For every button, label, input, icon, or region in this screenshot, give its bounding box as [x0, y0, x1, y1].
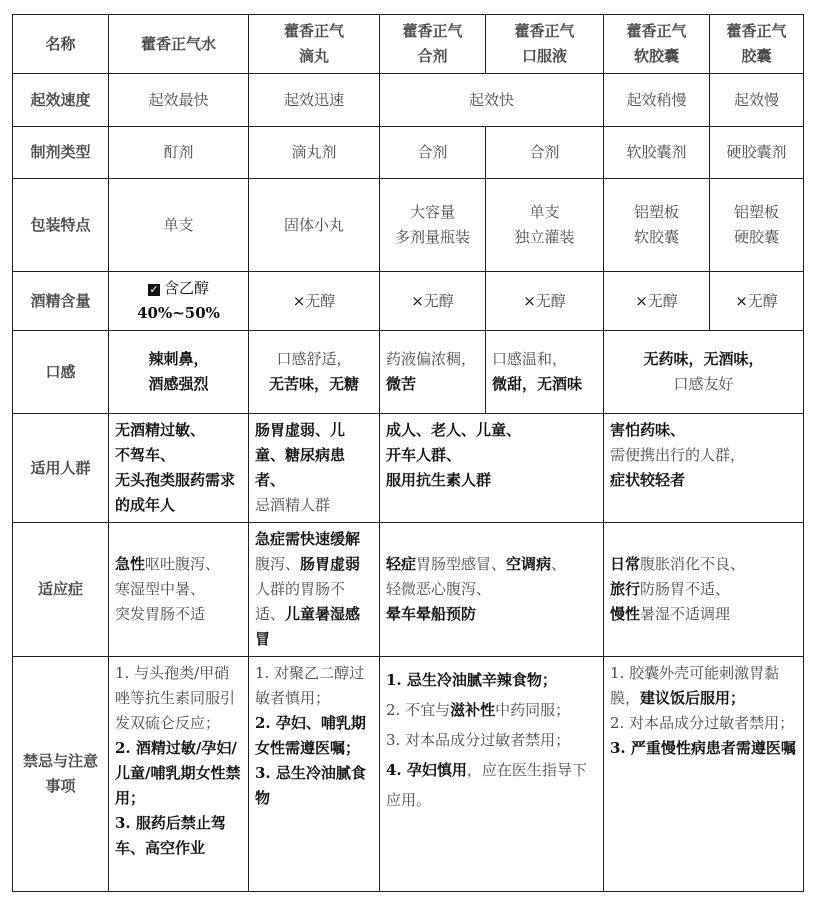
cell [109, 331, 249, 414]
cell-text: 无醇 [747, 291, 778, 310]
cell [109, 414, 249, 523]
cell-line: 3. 服药后禁止驾车、高空作业 [115, 814, 226, 857]
cell-text: 无醇 [423, 291, 454, 310]
header-line: 藿香正气 [726, 22, 787, 40]
cell-line: 多剂量瓶装 [394, 228, 470, 246]
cell: 单支 [109, 179, 249, 272]
cell-text-bold: 急症需快速缓解 [255, 530, 361, 548]
header-name: 名称 [13, 15, 109, 74]
cell: 硬胶囊剂 [710, 127, 804, 179]
cell-text-bold: 儿童暑湿感冒 [255, 605, 361, 648]
cell-line: 1. 与头孢类/甲硝唑等抗生素同服引发双硫仑反应； [115, 664, 236, 732]
cell [109, 272, 249, 331]
row-indications [13, 523, 804, 657]
row-label: 起效速度 [13, 74, 109, 127]
cell-text: 无醇 [647, 291, 678, 310]
header-line: 藿香正气 [402, 22, 463, 40]
cell-text-bold: 肠胃虚弱 [300, 555, 361, 573]
header-row [13, 15, 804, 74]
cell [710, 179, 804, 272]
cross-icon: × [635, 291, 648, 310]
header-line: 软胶囊 [633, 47, 679, 65]
cell-text: 无醇 [535, 291, 566, 310]
header-line: 藿香正气 [514, 22, 575, 40]
cell [249, 331, 380, 414]
row-cautions [13, 657, 804, 892]
cell-text-bold: 急性 [115, 555, 146, 573]
cell [380, 331, 486, 414]
cell-line [386, 695, 597, 725]
cell-line: 2. 酒精过敏/孕妇/儿童/哺乳期女性禁用； [115, 739, 241, 807]
cell-text-bold: 微苦 [386, 375, 417, 393]
cell-line: 3. 忌生冷油腻食物 [255, 764, 366, 807]
cell-line [386, 552, 597, 577]
cell [380, 179, 486, 272]
cell-merged [604, 414, 804, 523]
cross-icon: × [292, 291, 306, 310]
cell-line [610, 661, 797, 711]
row-label: 酒精含量 [13, 272, 109, 331]
row-alcohol [13, 272, 804, 331]
cell [604, 179, 710, 272]
cell-merged [604, 523, 804, 657]
cell-line: 铝塑板 [733, 203, 779, 221]
cell-text: 2. 不宜与 [386, 701, 451, 719]
cell-text: 、 [551, 555, 567, 573]
header-line: 口服液 [521, 47, 567, 65]
cell-text-bold: 旅行 [610, 580, 641, 598]
header-line: 滴丸 [298, 47, 329, 65]
cell [380, 272, 486, 331]
cell-merged: 起效快 [380, 74, 604, 127]
row-label: 禁忌与注意事项 [13, 657, 109, 892]
cell-text: 腹泻、 [255, 555, 301, 573]
row-label: 包装特点 [13, 179, 109, 272]
cell-line: 害怕药味、 [610, 421, 686, 439]
cell-text-bold: 滋补性 [450, 701, 496, 719]
header-huoxiang-pills [249, 15, 380, 74]
cell-line [610, 552, 797, 577]
cell-merged [604, 331, 804, 414]
cell [249, 272, 380, 331]
cell-line: 服用抗生素人群 [386, 471, 492, 489]
header-huoxiang-water [109, 15, 249, 74]
header-huoxiang-mixture [380, 15, 486, 74]
cell-text: 腹胀消化不良、 [640, 555, 746, 573]
row-label: 制剂类型 [13, 127, 109, 179]
cross-icon: × [411, 291, 424, 310]
header-huoxiang-softgel [604, 15, 710, 74]
cell-line: 3. 严重慢性病患者需遵医嘱 [610, 739, 796, 757]
row-label: 适用人群 [13, 414, 109, 523]
header-line: 合剂 [417, 47, 448, 65]
cell-text-bold: 轻症 [386, 555, 417, 573]
cell-line: 铝塑板 [633, 203, 679, 221]
cell-line: 开车人群、 [386, 446, 462, 464]
cell: 起效稍慢 [604, 74, 710, 127]
cell-line: 硬胶囊 [733, 228, 779, 246]
cell [710, 272, 804, 331]
cell-text: 人群的胃肠不适、 [255, 580, 346, 623]
cell-line: 寒湿型中暑、 [115, 580, 206, 598]
row-label: 适应症 [13, 523, 109, 657]
cell-line: 无酒精过敏、 [115, 421, 206, 439]
cell [249, 414, 380, 523]
cell: 合剂 [380, 127, 486, 179]
cell-text-bold: 日常 [610, 555, 641, 573]
alcohol-text: 含乙醇 [163, 279, 209, 297]
cell-line: 肠胃虚弱、儿童、糖尿病患者、 [255, 421, 346, 489]
cross-icon: × [523, 291, 536, 310]
row-preparation-type [13, 127, 804, 179]
header-line: 胶囊 [741, 47, 772, 65]
cell-line: 需便携出行的人群， [610, 446, 746, 464]
cross-icon: × [735, 291, 748, 310]
cell-line: 口感舒适， [276, 350, 352, 368]
alcohol-percent: 40%~50% [137, 304, 220, 322]
cell [249, 657, 380, 892]
cell-text: 1. 胶囊外壳可能刺激胃黏膜， [610, 664, 780, 707]
cell-line: 晕车晕船预防 [386, 605, 477, 623]
header-huoxiang-capsule [710, 15, 804, 74]
comparison-table [12, 14, 804, 892]
cell-line [115, 276, 242, 301]
cell-line: 2. 对本品成分过敏者禁用； [610, 714, 795, 732]
cell-text: 暑湿不适调理 [640, 605, 731, 623]
cell-line: 口感温和， [492, 350, 568, 368]
cell: 起效慢 [710, 74, 804, 127]
cell-line [610, 602, 797, 627]
cell-line: 突发胃肠不适 [115, 605, 206, 623]
cell-text: 防肠胃不适、 [640, 580, 731, 598]
header-line: 藿香正气 [626, 22, 687, 40]
cell-merged [380, 414, 604, 523]
cell-line: 忌酒精人群 [255, 496, 331, 514]
cell-line: 无药味，无酒味， [643, 350, 764, 368]
cell: 合剂 [486, 127, 604, 179]
cell-text: 药液偏浓稠， [386, 350, 477, 368]
cell-line [610, 577, 797, 602]
cell-text-bold: 慢性 [610, 605, 641, 623]
cell [604, 272, 710, 331]
cell-text: 中药同服； [495, 701, 571, 719]
row-onset-speed [13, 74, 804, 127]
cell-line: 3. 对本品成分过敏者禁用； [386, 731, 571, 749]
row-taste [13, 331, 804, 414]
cell-text: 呕吐腹泻、 [145, 555, 221, 573]
cell-line: 症状较轻者 [610, 471, 686, 489]
cell-line: 2. 孕妇、哺乳期女性需遵医嘱； [255, 714, 366, 757]
cell [249, 523, 380, 657]
cell: 酊剂 [109, 127, 249, 179]
cell-line: 辣刺鼻， [148, 350, 209, 368]
cell-text-bold: 空调病 [506, 555, 552, 573]
cell-line: 口感友好 [673, 375, 734, 393]
header-line: 藿香正气水 [140, 34, 216, 53]
cell: 起效迅速 [249, 74, 380, 127]
cell [109, 523, 249, 657]
cell [109, 657, 249, 892]
cell: 滴丸剂 [249, 127, 380, 179]
cell-line: 轻微恶心腹泻、 [386, 580, 492, 598]
row-label: 口感 [13, 331, 109, 414]
cell-line: 软胶囊 [633, 228, 679, 246]
cell [486, 272, 604, 331]
cell-merged [380, 523, 604, 657]
cell-line: 无头孢类服药需求的成年人 [115, 471, 236, 514]
cell-line: 独立灌装 [514, 228, 575, 246]
cell-merged [604, 657, 804, 892]
cell-text-bold: 4. 孕妇慎用 [386, 761, 467, 779]
header-huoxiang-oral-liquid [486, 15, 604, 74]
cell-merged [380, 657, 604, 892]
cell-line: 酒感强烈 [148, 375, 209, 393]
cell: 固体小丸 [249, 179, 380, 272]
row-suitable-people [13, 414, 804, 523]
header-line: 藿香正气 [283, 22, 344, 40]
cell-line [115, 552, 242, 577]
cell-line: 单支 [529, 203, 560, 221]
cell-line: 1. 对聚乙二醇过敏者慎用； [255, 664, 365, 707]
cell-text: 无醇 [305, 291, 336, 310]
cell [486, 179, 604, 272]
cell-line: 1. 忌生冷油腻辛辣食物； [386, 671, 557, 689]
cell-text: 胃肠型感冒、 [416, 555, 507, 573]
cell-line: 微甜，无酒味 [492, 375, 583, 393]
cell-text: ，应在医生指导下应用。 [386, 761, 587, 809]
cell-text-bold: 建议饭后服用； [640, 689, 746, 707]
checkbox-checked-icon: ✓ [149, 283, 159, 296]
cell-line [386, 755, 597, 815]
cell-line: 不驾车、 [115, 446, 176, 464]
cell: 起效最快 [109, 74, 249, 127]
cell-line: 成人、老人、儿童、 [386, 421, 522, 439]
cell-line: 大容量 [409, 203, 455, 221]
cell: 软胶囊剂 [604, 127, 710, 179]
cell-line: 无苦味，无糖 [268, 375, 359, 393]
cell [486, 331, 604, 414]
row-packaging [13, 179, 804, 272]
